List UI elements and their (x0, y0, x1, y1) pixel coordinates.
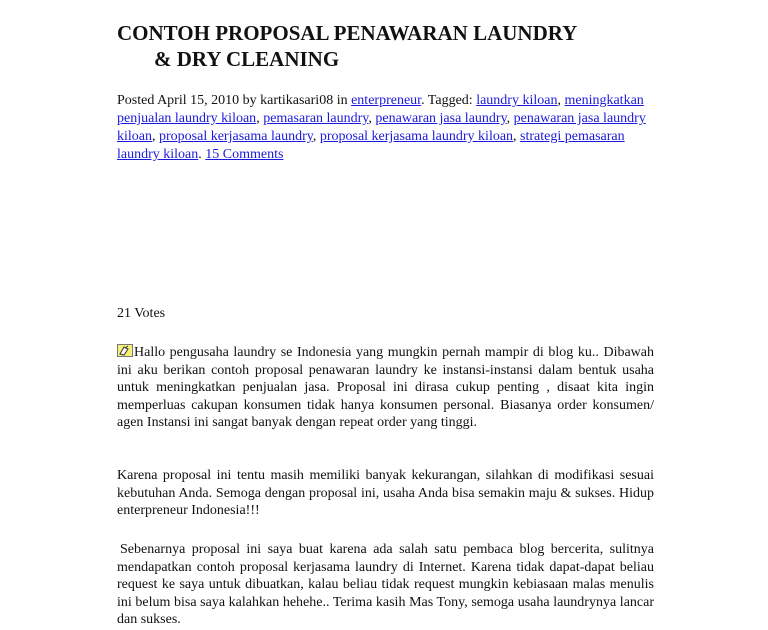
paragraph-intro (117, 344, 654, 432)
tag-link[interactable]: proposal kerjasama laundry kiloan (319, 129, 514, 144)
paragraph-note: Karena proposal ini tentu masih memiliki banyak kekurangan, silahkan di modifikasi sesuai kebutuhan Anda. Semoga dengan proposal ini, usaha Anda bisa semakin maju & sukses. Hidup enterpreneur Indonesia!!! (117, 468, 654, 518)
tag-link[interactable]: meningkatkan penjualan laundry kiloan (117, 93, 644, 126)
tag-link[interactable]: proposal kerjasama laundry (159, 129, 313, 144)
title-line-1: CONTOH PROPOSAL PENAWARAN LAUNDRY (117, 21, 578, 45)
tag-link[interactable]: penawaran jasa laundry kiloan (117, 111, 646, 144)
tag-link[interactable]: laundry kiloan (476, 93, 558, 108)
tagged-label: . Tagged: (421, 93, 477, 108)
category-link[interactable]: enterpreneur (351, 93, 422, 108)
comment-note-icon[interactable] (117, 344, 133, 357)
paragraph-story (117, 541, 654, 629)
tag-link[interactable]: strategi pemasaran laundry kiloan (117, 129, 625, 162)
vote-count: 21 Votes (117, 306, 166, 321)
posted-info: Posted April 15, 2010 by kartikasari08 in (117, 93, 352, 108)
tag-link[interactable]: pemasaran laundry (263, 111, 369, 126)
document-title (117, 20, 677, 72)
tag-link[interactable]: penawaran jasa laundry (375, 111, 507, 126)
post-meta: Posted April 15, 2010 by kartikasari08 in enterpreneur. Tagged: laundry kiloan, meningkatkan penjualan laundry kiloan, pemasaran laundry, penawaran jasa laundry, penawaran jasa laundry kiloan, proposal kerjasama laundry, proposal kerjasama laundry kiloan, strategi pemasaran laundry kiloan. 15 Comments (117, 93, 646, 162)
title-line-2: & DRY CLEANING (154, 47, 340, 71)
paragraph-story-text: Sebenarnya proposal ini saya buat karena ada salah satu pembaca blog bercerita, sulitnya mendapatkan contoh proposal kerjasama laundry di Internet. Karena tidak dapat-dapat beliau request ke saya untuk dibuatkan, kalau beliau tidak request mungkin kebiasaan malas menulis ini belum bisa saya kalahkan hehehe.. Terima kasih Mas Tony, semoga usaha laundrynya lancar dan sukses. (117, 542, 654, 627)
comments-link[interactable]: 15 Comments (205, 147, 284, 162)
paragraph-intro-text: Hallo pengusaha laundry se Indonesia yang mungkin pernah mampir di blog ku.. Dibawah ini aku berikan contoh proposal penawaran laundry ke instansi-instansi dalam bentuk usaha untuk meningkatkan penjualan jasa. Proposal ini dirasa cukup penting , disaat kita ingin memperluas cakupan konsumen tidak hanya konsumen personal. Biasanya order konsumen/ agen Instansi ini sangat banyak dengan repeat order yang tinggi. (117, 345, 654, 430)
